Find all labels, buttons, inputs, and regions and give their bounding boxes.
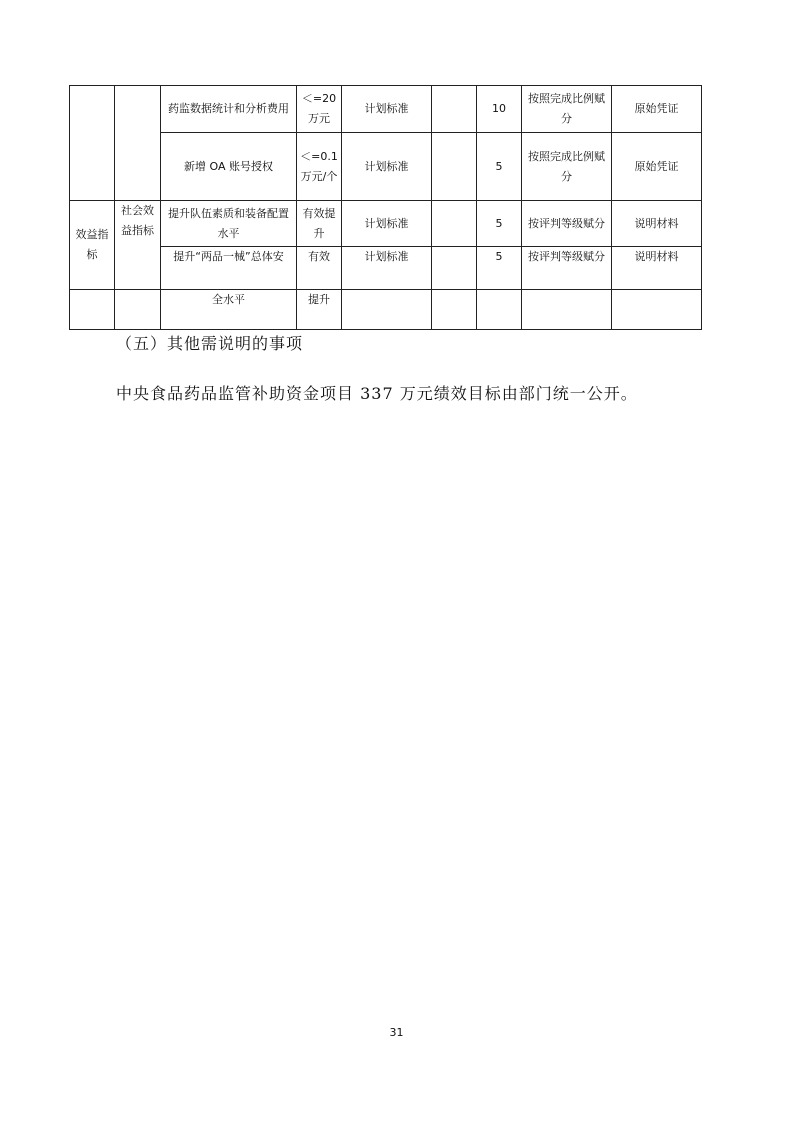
table-cell: 说明材料	[612, 247, 702, 290]
table-cell: 有效提升	[297, 201, 342, 247]
table-cell	[70, 86, 115, 201]
table-cell: ＜=20 万元	[297, 86, 342, 133]
table-cell: 原始凭证	[612, 133, 702, 201]
table-cell	[70, 290, 115, 330]
table-cell	[432, 133, 477, 201]
table-cell	[612, 290, 702, 330]
body-paragraph: 中央食品药品监管补助资金项目 337 万元绩效目标由部门统一公开。	[116, 384, 638, 403]
section-heading: （五）其他需说明的事项	[116, 334, 304, 353]
table-row	[70, 290, 702, 330]
table-cell: 计划标准	[342, 201, 432, 247]
table-row	[70, 133, 702, 201]
table-cell	[432, 86, 477, 133]
table-cell: 计划标准	[342, 86, 432, 133]
table-cell: 计划标准	[342, 247, 432, 290]
table-cell: 5	[477, 133, 522, 201]
table-cell: 说明材料	[612, 201, 702, 247]
table-cell: 按照完成比例赋分	[522, 86, 612, 133]
table-cell: ＜=0.1 万元/个	[297, 133, 342, 201]
table-cell	[477, 290, 522, 330]
table-cell: 提升“两品一械”总体安	[161, 247, 297, 290]
table-cell	[432, 247, 477, 290]
table-cell: 药监数据统计和分析费用	[161, 86, 297, 133]
table-row	[70, 86, 702, 133]
table-cell: 全水平	[161, 290, 297, 330]
table-cell: 效益指标	[70, 201, 115, 290]
table-cell	[115, 290, 161, 330]
table-cell: 按照完成比例赋分	[522, 133, 612, 201]
table-cell	[342, 290, 432, 330]
table-cell: 原始凭证	[612, 86, 702, 133]
page-number: 31	[389, 1026, 404, 1039]
table-cell: 10	[477, 86, 522, 133]
table-cell: 5	[477, 201, 522, 247]
table-cell	[115, 86, 161, 201]
table-cell	[522, 290, 612, 330]
table-cell	[432, 290, 477, 330]
table-row	[70, 247, 702, 290]
table-cell: 5	[477, 247, 522, 290]
table-cell: 按评判等级赋分	[522, 201, 612, 247]
table-row	[70, 201, 702, 247]
performance-table	[69, 85, 702, 330]
table-cell: 计划标准	[342, 133, 432, 201]
table-cell	[432, 201, 477, 247]
table-cell: 新增 OA 账号授权	[161, 133, 297, 201]
table-cell: 有效	[297, 247, 342, 290]
table-cell: 社会效益指标	[115, 201, 161, 290]
table-cell: 提升队伍素质和装备配置水平	[161, 201, 297, 247]
table-cell: 提升	[297, 290, 342, 330]
table-cell: 按评判等级赋分	[522, 247, 612, 290]
